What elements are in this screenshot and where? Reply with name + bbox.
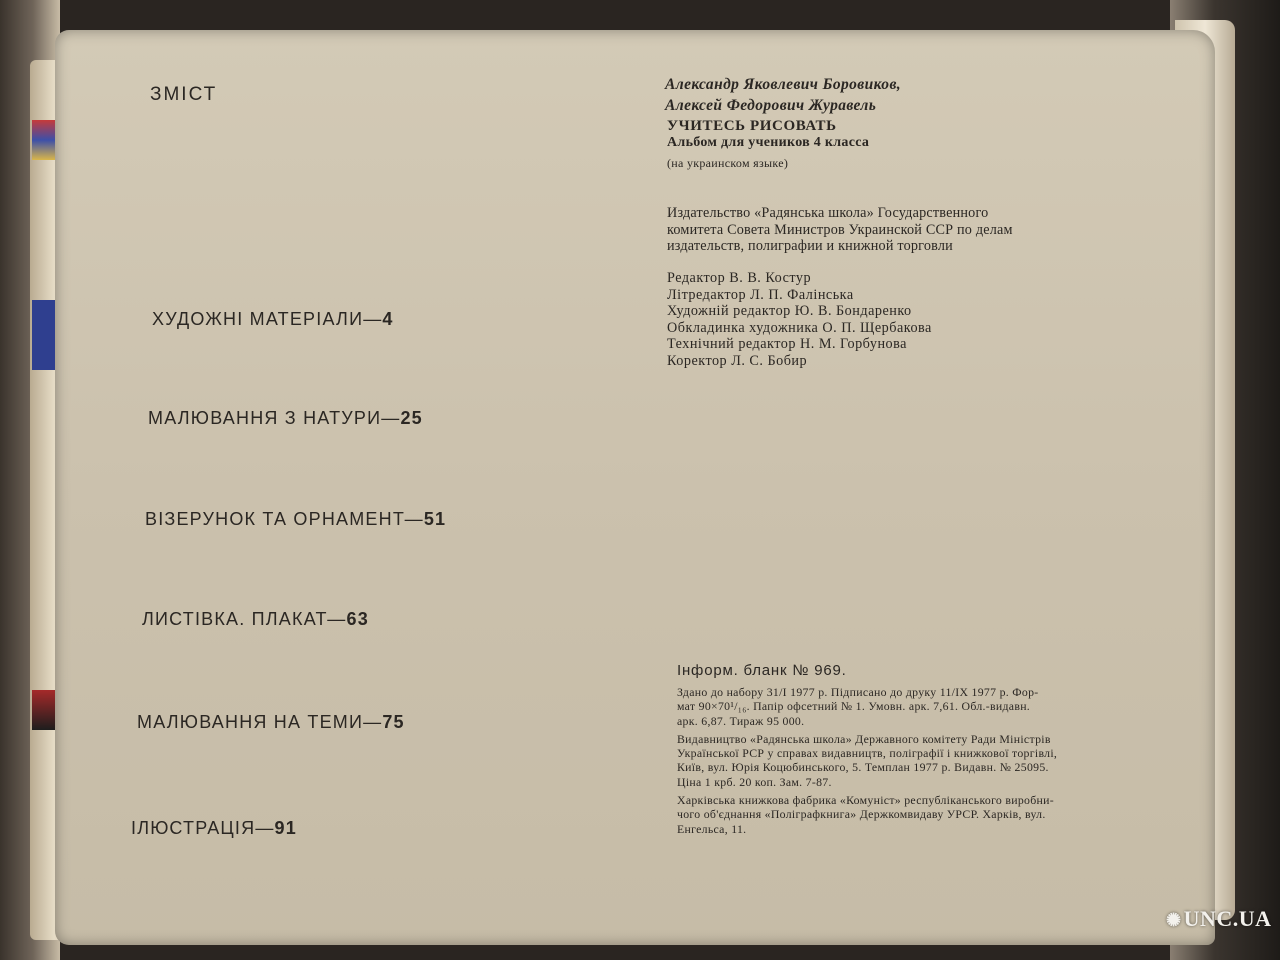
watermark-star-icon: ✺ [1166, 910, 1182, 930]
credit-line: Редактор В. В. Костур [667, 270, 812, 286]
contents-item [131, 818, 297, 839]
contents-item-page: 4 [382, 309, 394, 329]
credit-line: Літредактор Л. П. Фалінська [667, 286, 854, 303]
watermark-text: UNC.UA [1183, 906, 1272, 931]
contents-item [152, 309, 394, 330]
imprint-line: Здано до набору 31/I 1977 р. Підписано до друку 11/IX 1977 р. Фор- [677, 685, 1039, 699]
contents-item-page: 51 [423, 509, 447, 529]
watermark [1166, 906, 1272, 932]
book-title: УЧИТЕСЬ РИСОВАТЬ [667, 118, 837, 134]
imprint-line: Енгельса, 11. [677, 821, 747, 836]
contents-item-label: МАЛЮВАННЯ НА ТЕМИ— [137, 712, 383, 732]
imprint-line: Видавництво «Радянська школа» Державного комітету Ради Міністрів [677, 731, 1051, 746]
contents-title: ЗМІСТ [150, 84, 218, 105]
imprint-line: Київ, вул. Юрія Коцюбинського, 5. Темплан 1977 р. Видавн. № 25095. [677, 760, 1049, 775]
contents-item-label: ЛИСТІВКА. ПЛАКАТ— [142, 609, 347, 629]
credits-block [667, 270, 932, 369]
contents-item-label: ІЛЮСТРАЦІЯ— [131, 818, 275, 838]
contents-item [145, 509, 446, 530]
contents-item-page: 25 [400, 408, 423, 428]
imprint-line: Ціна 1 крб. 20 коп. Зам. 7-87. [677, 774, 832, 789]
publisher-line: комитета Совета Министров Украинской ССР по делам [667, 221, 1013, 238]
imprint-line: мат 90×70¹/₁₆. Папір офсетний № 1. Умовн. арк. 7,61. Обл.-видавн. [677, 699, 1031, 714]
contents-item [137, 712, 405, 733]
imprint-line: Харківська книжкова фабрика «Комуніст» республіканського виробни- [677, 793, 1055, 808]
imprint-line: арк. 6,87. Тираж 95 000. [677, 713, 805, 728]
contents-item-page: 75 [382, 712, 405, 732]
contents-item-page: 63 [346, 609, 369, 629]
publisher-line: Издательство «Радянська школа» Государственного [667, 205, 989, 221]
publisher-block [667, 205, 1013, 255]
language-note: (на украинском языке) [667, 156, 789, 170]
credit-line: Коректор Л. С. Бобир [667, 352, 808, 369]
imprint-block [677, 685, 1057, 836]
imprint-line: чого об'єднання «Поліграфкнига» Держкомвидаву УРСР. Харків, вул. [677, 807, 1046, 822]
inform-blank: Інформ. бланк № 969. [677, 662, 847, 679]
imprint-line: Української РСР у справах видавництв, поліграфії і книжкової торгівлі, [677, 746, 1058, 761]
authors-block [665, 74, 901, 116]
contents-item-page: 91 [274, 818, 297, 838]
contents-item-label: МАЛЮВАННЯ З НАТУРИ— [148, 408, 401, 428]
contents-item-label: ВІЗЕРУНОК ТА ОРНАМЕНТ— [145, 509, 424, 529]
author-line: Александр Яковлевич Боровиков, [665, 76, 902, 93]
publisher-line: издательств, полиграфии и книжной торговли [667, 238, 953, 254]
author-line: Алексей Федорович Журавель [665, 97, 877, 114]
contents-item [148, 408, 423, 429]
contents-item [142, 609, 369, 630]
credit-line: Обкладинка художника О. П. Щербакова [667, 319, 932, 336]
book-subtitle: Альбом для учеников 4 класса [667, 135, 870, 150]
credit-line: Художній редактор Ю. В. Бондаренко [667, 303, 912, 319]
contents-item-label: ХУДОЖНІ МАТЕРІАЛИ— [152, 309, 383, 329]
credit-line: Технічний редактор Н. М. Горбунова [667, 336, 907, 352]
